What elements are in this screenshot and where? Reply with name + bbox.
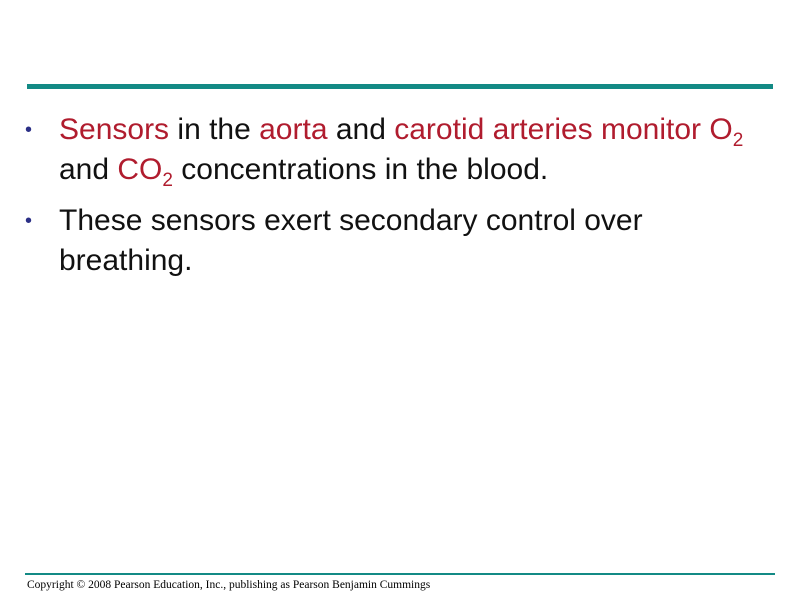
footer-divider [25,573,775,575]
subscript-2: 2 [162,170,173,191]
bullet-text: These sensors exert secondary control over breathing. [59,204,643,277]
bullet-text [59,113,744,191]
bullet-list [25,110,745,292]
term-carotid-arteries: carotid arteries [394,113,593,146]
term-aorta: aorta [259,113,328,146]
bullet-item-secondary-control [25,201,745,281]
disc-bullet-icon: • [25,119,33,141]
term-monitor-o2: monitor O [592,113,733,146]
subscript-2: 2 [732,130,744,151]
term-sensors: Sensors [59,113,170,146]
bullet-item-sensors [25,110,745,190]
text-run: and [59,153,118,186]
text-run: and [327,113,395,146]
text-run: in the [169,113,260,146]
disc-bullet-icon: • [25,210,33,232]
copyright-text: Copyright © 2008 Pearson Education, Inc., publishing as Pearson Benjamin Cummings [27,579,431,591]
term-co2: CO [117,153,163,186]
top-divider [27,84,773,89]
text-run: concentrations in the blood. [172,153,549,186]
